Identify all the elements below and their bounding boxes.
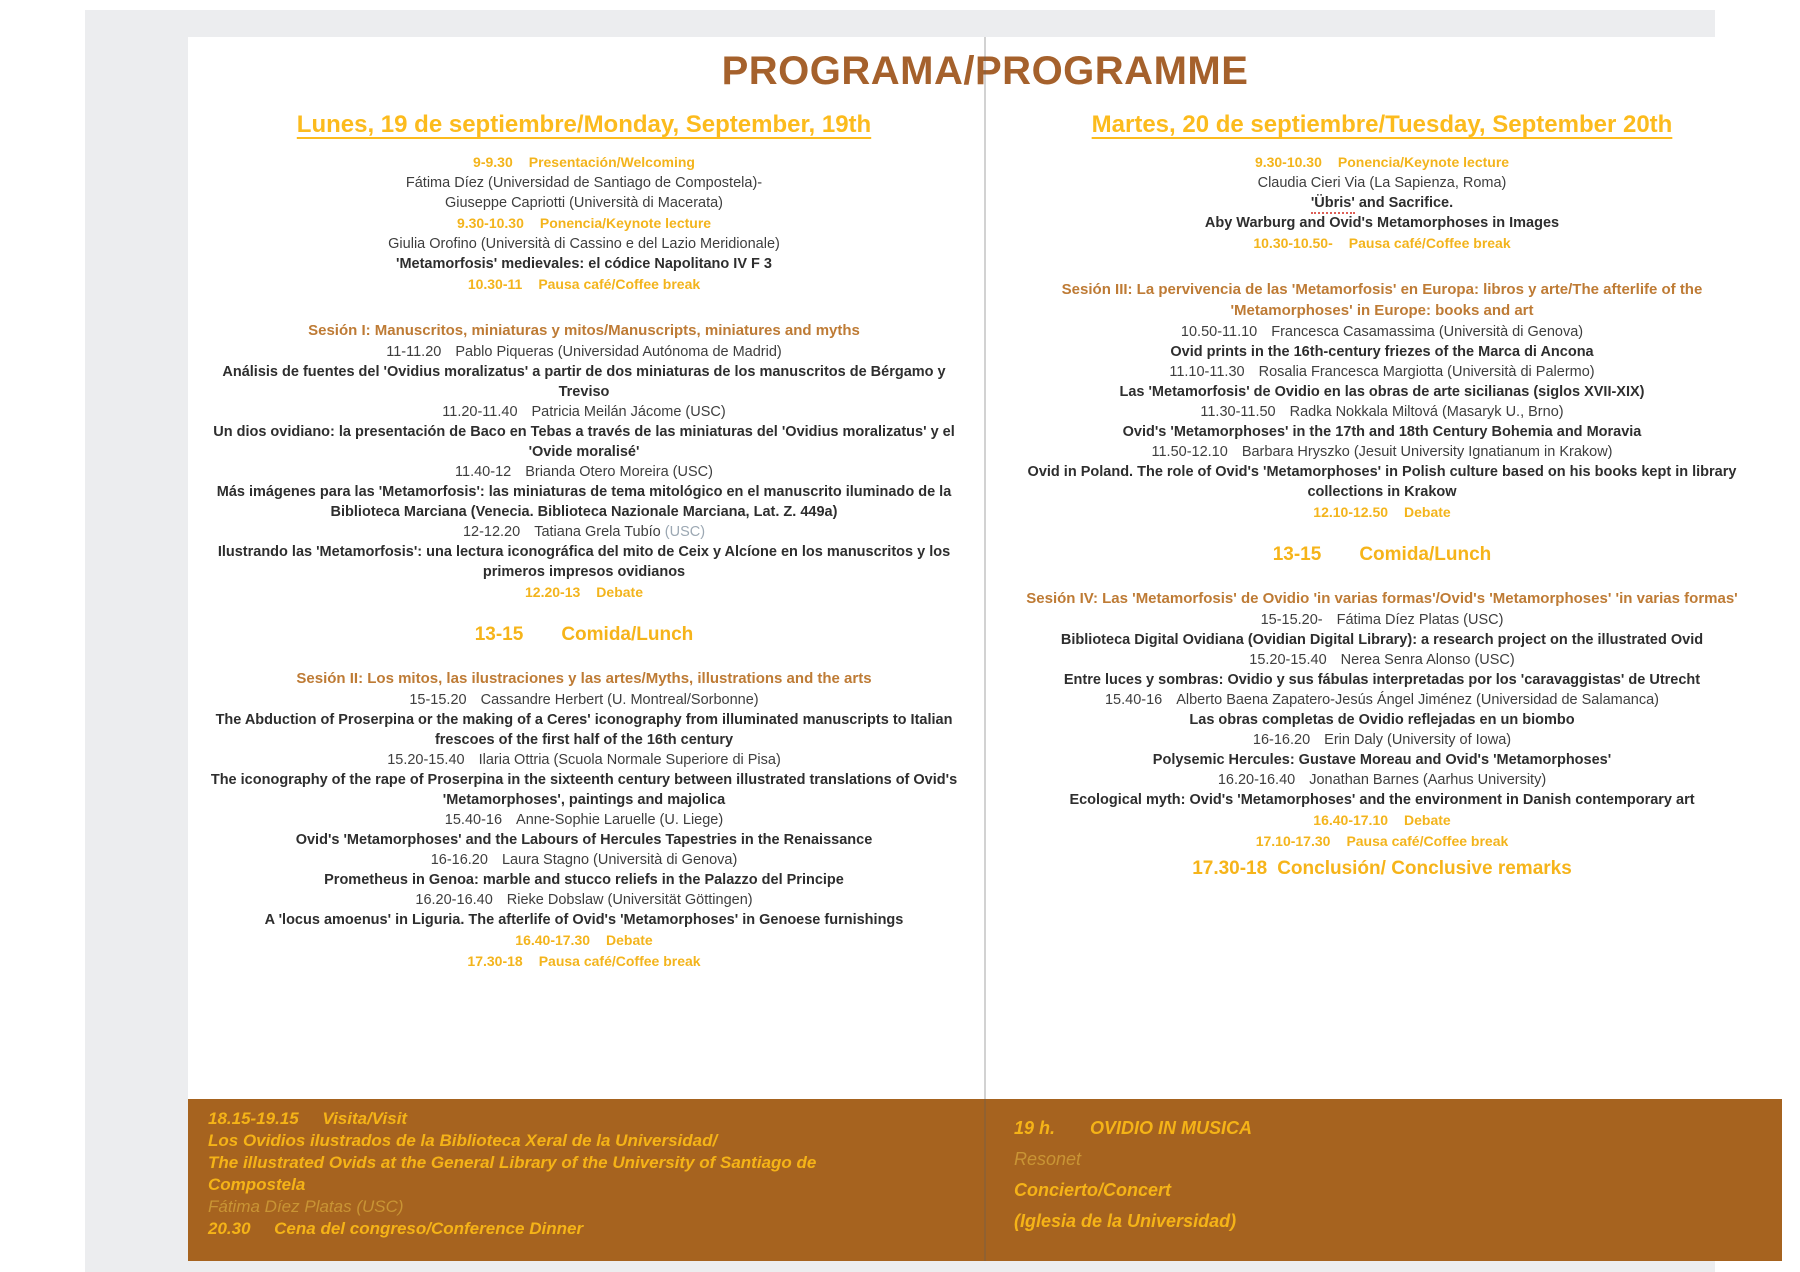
time-range: 15.20-15.40 bbox=[387, 752, 465, 768]
talk-title-line bbox=[1004, 462, 1760, 502]
speaker-name: Radka Nokkala Miltová (Masaryk U., Brno) bbox=[1289, 404, 1564, 420]
schedule-time-line bbox=[198, 582, 970, 603]
footer-line: 18.15-19.15 Visita/Visit bbox=[208, 1109, 408, 1128]
time-range: 12.20-13 bbox=[525, 584, 581, 600]
event-label: Comida/Lunch bbox=[561, 624, 694, 645]
event-label: Presentación/Welcoming bbox=[528, 154, 695, 170]
footer-monday-events bbox=[208, 1108, 913, 1240]
time-range: 16.20-16.40 bbox=[1217, 772, 1296, 788]
speaker-line bbox=[198, 690, 970, 710]
speaker-line bbox=[198, 890, 970, 910]
talk-title-text: The iconography of the rape of Proserpina in the sixteenth century between illustrated translations of Ovid's 'Metamorphoses', paintings and majolica bbox=[210, 772, 958, 808]
time-range: 9-9.30 bbox=[473, 154, 513, 170]
schedule-time-line bbox=[1004, 152, 1760, 173]
talk-title-text: Aby Warburg and Ovid's Metamorphoses in Images bbox=[1204, 215, 1560, 231]
speaker-name: Barbara Hryszko (Jesuit University Ignatianum in Krakow) bbox=[1241, 444, 1613, 460]
spacer bbox=[198, 295, 970, 319]
page-title: PROGRAMA/PROGRAMME bbox=[721, 49, 1249, 93]
speaker-name: Brianda Otero Moreira (USC) bbox=[525, 464, 713, 480]
day-header-tuesday: Martes, 20 de septiembre/Tuesday, September 20th bbox=[1091, 111, 1673, 138]
talk-title-text: Biblioteca Digital Ovidiana (Ovidian Digital Library): a research project on the illustrated Ovid bbox=[1060, 632, 1704, 648]
talk-title-text: Un dios ovidiano: la presentación de Baco en Tebas a través de las miniaturas del 'Ovidius moralizatus' y el 'Ovide moralisé' bbox=[213, 424, 955, 460]
spacer bbox=[1004, 523, 1760, 538]
footer-line: Fátima Díez Platas (USC) bbox=[208, 1197, 404, 1216]
talk-title-text: Entre luces y sombras: Ovidio y sus fábulas interpretadas por los 'caravaggistas' de Utrecht bbox=[1063, 672, 1701, 688]
talk-title-text: Las obras completas de Ovidio reflejadas en un biombo bbox=[1189, 712, 1575, 728]
footer-line: 19 h. OVIDIO IN MUSICA bbox=[1014, 1118, 1253, 1138]
speaker-name: Laura Stagno (Università di Genova) bbox=[501, 852, 738, 868]
time-range: 10.30-10.50- bbox=[1253, 235, 1333, 251]
speaker-line bbox=[1004, 322, 1760, 342]
talk-title-line bbox=[1004, 630, 1760, 650]
speaker-name: Jonathan Barnes (Aarhus University) bbox=[1309, 772, 1547, 788]
event-label: Pausa café/Coffee break bbox=[538, 953, 701, 969]
talk-title-line bbox=[1004, 750, 1760, 770]
speaker-line bbox=[1004, 402, 1760, 422]
page-frame bbox=[85, 10, 1738, 1272]
schedule-time-line bbox=[198, 274, 970, 295]
meal-or-conclusion-line bbox=[198, 622, 970, 648]
talk-title-line bbox=[198, 870, 970, 890]
speaker-name: Tatiana Grela Tubío bbox=[534, 524, 665, 540]
time-range: 15.40-16 bbox=[1104, 692, 1163, 708]
session-title: Sesión II: Los mitos, las ilustraciones y las artes/Myths, illustrations and the arts bbox=[296, 670, 872, 687]
schedule-time-line bbox=[1004, 502, 1760, 523]
talk-title-text: Más imágenes para las 'Metamorfosis': las miniaturas de tema mitológico en el manuscrito iluminado de la Biblioteca Marciana (Venecia. Biblioteca Nazionale Marciana, Lat. Z. 449a) bbox=[216, 484, 952, 520]
talk-title-text: Ovid prints in the 16th-century friezes of the Marca di Ancona bbox=[1170, 344, 1594, 360]
time-range: 11.40-12 bbox=[455, 464, 512, 480]
talk-title-line bbox=[1004, 422, 1760, 442]
speaker-name: Rieke Dobslaw (Universität Göttingen) bbox=[506, 892, 753, 908]
speaker-line bbox=[198, 850, 970, 870]
talk-title-text: and Sacrifice. bbox=[1354, 195, 1454, 211]
spacer bbox=[1004, 254, 1760, 278]
talk-title-text: Ovid's 'Metamorphoses' and the Labours of Hercules Tapestries in the Renaissance bbox=[295, 832, 873, 848]
time-range: 9.30-10.30 bbox=[1254, 154, 1322, 170]
talk-title-line bbox=[198, 910, 970, 930]
time-range: 17.30-18 bbox=[1192, 858, 1268, 879]
speaker-name: Fátima Díez Platas (USC) bbox=[1336, 612, 1504, 628]
speaker-name: Rosalia Francesca Margiotta (Università di Palermo) bbox=[1258, 364, 1595, 380]
speaker-name: Erin Daly (University of Iowa) bbox=[1324, 732, 1512, 748]
meal-or-conclusion-line bbox=[1004, 856, 1760, 882]
time-range: 11.50-12.10 bbox=[1151, 444, 1228, 460]
time-range: 16.40-17.10 bbox=[1313, 812, 1389, 828]
speaker-name: Anne-Sophie Laruelle (U. Liege) bbox=[516, 812, 724, 828]
spacer bbox=[1004, 572, 1760, 587]
program-page bbox=[188, 37, 1782, 1261]
time-range: 16-16.20 bbox=[1252, 732, 1311, 748]
footer-tuesday-events bbox=[1014, 1113, 1724, 1237]
talk-title-text: Análisis de fuentes del 'Ovidius moralizatus' a partir de dos miniaturas de los manuscritos de Bérgamo y Treviso bbox=[222, 364, 946, 400]
speaker-name: Claudia Cieri Via (La Sapienza, Roma) bbox=[1257, 175, 1507, 191]
schedule-time-line bbox=[198, 152, 970, 173]
spellcheck-underlined-word: 'Übris' bbox=[1311, 195, 1355, 214]
tuesday-schedule bbox=[1004, 152, 1760, 882]
time-range: 10.30-11 bbox=[467, 276, 523, 292]
affiliation-muted: (USC) bbox=[664, 524, 706, 540]
talk-title-text: The Abduction of Proserpina or the making of a Ceres' iconography from illuminated manuscripts to Italian frescoes of the first half of the 16th century bbox=[215, 712, 953, 748]
event-label: Pausa café/Coffee break bbox=[1348, 235, 1511, 251]
footer-line: Resonet bbox=[1014, 1149, 1082, 1169]
footer-line: Concierto/Concert bbox=[1014, 1180, 1172, 1200]
meal-or-conclusion-line bbox=[1004, 542, 1760, 568]
speaker-line bbox=[1004, 610, 1760, 630]
schedule-time-line bbox=[198, 213, 970, 234]
event-label: Ponencia/Keynote lecture bbox=[1337, 154, 1510, 170]
event-label: Ponencia/Keynote lecture bbox=[539, 215, 712, 231]
speaker-name: Alberto Baena Zapatero-Jesús Ángel Jiménez (Universidad de Salamanca) bbox=[1176, 692, 1660, 708]
talk-title-line bbox=[198, 710, 970, 750]
tuesday-column bbox=[1004, 111, 1760, 886]
time-range: 15-15.20- bbox=[1260, 612, 1323, 628]
talk-title-line bbox=[198, 482, 970, 522]
talk-title-line bbox=[198, 542, 970, 582]
time-range: 16.20-16.40 bbox=[415, 892, 493, 908]
time-range: 16-16.20 bbox=[430, 852, 488, 868]
talk-title-line bbox=[1004, 382, 1760, 402]
event-label: Comida/Lunch bbox=[1359, 544, 1492, 565]
talk-title-text: Ovid in Poland. The role of Ovid's 'Metamorphoses' in Polish culture based on his books kept in library collections in Krakow bbox=[1027, 464, 1737, 500]
talk-title-text: Ecological myth: Ovid's 'Metamorphoses' and the environment in Danish contemporary art bbox=[1069, 792, 1695, 808]
speaker-line bbox=[198, 522, 970, 542]
talk-title-text: Ovid's 'Metamorphoses' in the 17th and 18th Century Bohemia and Moravia bbox=[1122, 424, 1642, 440]
speaker-line bbox=[198, 462, 970, 482]
day-header-monday: Lunes, 19 de septiembre/Monday, September, 19th bbox=[296, 111, 872, 138]
talk-title-line bbox=[1004, 342, 1760, 362]
talk-title-line bbox=[1004, 790, 1760, 810]
talk-title-line bbox=[198, 770, 970, 810]
speaker-name: Giulia Orofino (Università di Cassino e del Lazio Meridionale) bbox=[388, 236, 780, 252]
time-range: 11.30-11.50 bbox=[1200, 404, 1276, 420]
event-label: Debate bbox=[596, 584, 643, 600]
schedule-time-line bbox=[1004, 810, 1760, 831]
session-title: Sesión I: Manuscritos, miniaturas y mitos/Manuscripts, miniatures and myths bbox=[308, 322, 860, 339]
footer-line: (Iglesia de la Universidad) bbox=[1014, 1211, 1237, 1231]
speaker-line bbox=[198, 193, 970, 213]
event-label: Debate bbox=[1404, 812, 1451, 828]
speaker-line bbox=[1004, 770, 1760, 790]
speaker-name: Patricia Meilán Jácome (USC) bbox=[531, 404, 726, 420]
session-title: Sesión IV: Las 'Metamorfosis' de Ovidio 'in varias formas'/Ovid's 'Metamorphoses' 'in varias formas' bbox=[1026, 590, 1738, 607]
time-range: 17.30-18 bbox=[467, 953, 523, 969]
spacer bbox=[198, 652, 970, 667]
talk-title-text: Polysemic Hercules: Gustave Moreau and Ovid's 'Metamorphoses' bbox=[1152, 752, 1612, 768]
footer-line: 20.30 Cena del congreso/Conference Dinner bbox=[208, 1219, 584, 1238]
monday-column bbox=[198, 111, 970, 972]
event-label: Debate bbox=[1404, 504, 1451, 520]
talk-title-text: Ilustrando las 'Metamorfosis': una lectura iconográfica del mito de Ceix y Alcíone en los manuscritos y los primeros impresos ovidianos bbox=[217, 544, 951, 580]
speaker-line bbox=[198, 810, 970, 830]
talk-title-line bbox=[1004, 670, 1760, 690]
schedule-time-line bbox=[198, 930, 970, 951]
speaker-line bbox=[1004, 650, 1760, 670]
session-title: Sesión III: La pervivencia de las 'Metamorfosis' en Europa: libros y arte/The afterlife of the 'Metamorphoses' in Europe: books and art bbox=[1061, 281, 1703, 319]
speaker-line bbox=[198, 234, 970, 254]
event-label: Conclusión/ Conclusive remarks bbox=[1277, 858, 1572, 879]
event-label: Pausa café/Coffee break bbox=[538, 276, 701, 292]
footer-line: The illustrated Ovids at the General Library of the University of Santiago de Compostela bbox=[208, 1153, 817, 1194]
event-label: Debate bbox=[606, 932, 653, 948]
speaker-line bbox=[1004, 173, 1760, 193]
time-range: 10.50-11.10 bbox=[1180, 324, 1258, 340]
speaker-line bbox=[1004, 730, 1760, 750]
schedule-time-line bbox=[1004, 831, 1760, 852]
speaker-name: Ilaria Ottria (Scuola Normale Superiore di Pisa) bbox=[478, 752, 781, 768]
speaker-line bbox=[198, 750, 970, 770]
speaker-line bbox=[198, 402, 970, 422]
event-label: Pausa café/Coffee break bbox=[1346, 833, 1509, 849]
time-range: 12-12.20 bbox=[462, 524, 521, 540]
time-range: 9.30-10.30 bbox=[456, 215, 524, 231]
talk-title-line bbox=[198, 830, 970, 850]
talk-title-text: Las 'Metamorfosis' de Ovidio en las obras de arte sicilianas (siglos XVII-XIX) bbox=[1119, 384, 1645, 400]
talk-title-line bbox=[198, 254, 970, 274]
time-range: 15-15.20 bbox=[409, 692, 467, 708]
speaker-line bbox=[1004, 362, 1760, 382]
talk-title-text: Prometheus in Genoa: marble and stucco reliefs in the Palazzo del Principe bbox=[324, 872, 844, 888]
footer-line: Los Ovidios ilustrados de la Biblioteca Xeral de la Universidad/ bbox=[208, 1131, 718, 1150]
speaker-line bbox=[198, 342, 970, 362]
speaker-line bbox=[198, 173, 970, 193]
time-range: 11.20-11.40 bbox=[442, 404, 518, 420]
speaker-name: Pablo Piqueras (Universidad Autónoma de Madrid) bbox=[455, 344, 782, 360]
spacer bbox=[198, 603, 970, 618]
time-range: 12.10-12.50 bbox=[1313, 504, 1389, 520]
speaker-name: Giuseppe Capriotti (Università di Macerata) bbox=[444, 195, 724, 211]
time-range: 13-15 bbox=[1272, 544, 1322, 565]
talk-title-line bbox=[1004, 710, 1760, 730]
time-range: 16.40-17.30 bbox=[515, 932, 591, 948]
speaker-line bbox=[1004, 690, 1760, 710]
talk-title-line bbox=[1004, 193, 1760, 213]
speaker-line bbox=[1004, 442, 1760, 462]
speaker-name: Cassandre Herbert (U. Montreal/Sorbonne) bbox=[480, 692, 759, 708]
time-range: 11-11.20 bbox=[386, 344, 442, 360]
talk-title-line bbox=[198, 362, 970, 402]
schedule-time-line bbox=[1004, 233, 1760, 254]
talk-title-line bbox=[198, 422, 970, 462]
time-range: 13-15 bbox=[474, 624, 524, 645]
time-range: 11.10-11.30 bbox=[1169, 364, 1245, 380]
talk-title-line bbox=[1004, 213, 1760, 233]
page-gutter-divider bbox=[984, 37, 986, 1261]
talk-title-text: 'Metamorfosis' medievales: el códice Napolitano IV F 3 bbox=[396, 256, 772, 272]
talk-title-text: A 'locus amoenus' in Liguria. The afterlife of Ovid's 'Metamorphoses' in Genoese furnishings bbox=[264, 912, 904, 928]
speaker-name: Nerea Senra Alonso (USC) bbox=[1340, 652, 1515, 668]
time-range: 15.40-16 bbox=[444, 812, 503, 828]
time-range: 15.20-15.40 bbox=[1249, 652, 1327, 668]
schedule-time-line bbox=[198, 951, 970, 972]
speaker-name: Francesca Casamassima (Università di Genova) bbox=[1271, 324, 1584, 340]
speaker-name: Fátima Díez (Universidad de Santiago de Compostela)- bbox=[405, 175, 763, 191]
monday-schedule bbox=[198, 152, 970, 972]
time-range: 17.10-17.30 bbox=[1255, 833, 1331, 849]
